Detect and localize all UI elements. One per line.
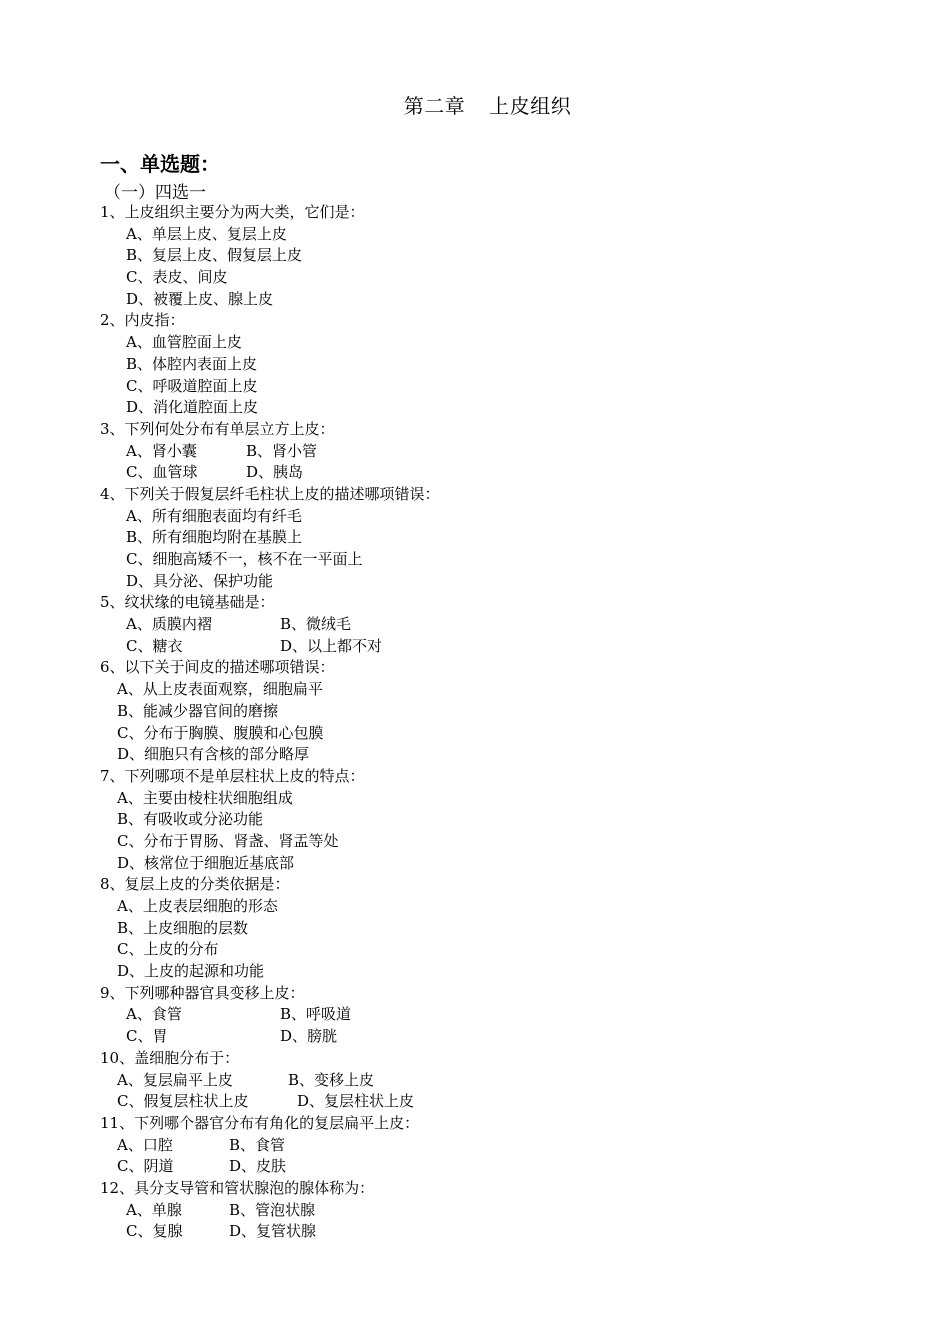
question-text: 11、下列哪个器官分布有角化的复层扁平上皮： bbox=[100, 1113, 420, 1132]
option-text: A、上皮表层细胞的形态 bbox=[117, 897, 278, 915]
option-text: A、主要由棱柱状细胞组成 bbox=[117, 788, 293, 807]
chapter-number: 第二章 bbox=[403, 94, 466, 118]
option-text: B、体腔内表面上皮 bbox=[126, 354, 258, 373]
option-text: C、阴道 bbox=[117, 1157, 174, 1176]
option-text: C、分布于胃肠、肾盏、肾盂等处 bbox=[117, 831, 339, 850]
option-row bbox=[100, 1156, 860, 1178]
option-text: D、膀胱 bbox=[280, 1027, 338, 1046]
option-row bbox=[100, 788, 860, 810]
option-row bbox=[100, 961, 860, 983]
subsection-heading: （一）四选一 bbox=[104, 183, 206, 203]
option-row bbox=[100, 939, 860, 961]
option-text: C、胃 bbox=[126, 1027, 168, 1046]
option-row bbox=[100, 679, 860, 701]
option-text: D、复管状腺 bbox=[229, 1222, 317, 1241]
option-text: A、单层上皮、复层上皮 bbox=[126, 224, 287, 243]
option-row bbox=[100, 462, 860, 484]
option-text: B、微绒毛 bbox=[280, 615, 352, 634]
option-row bbox=[100, 549, 860, 571]
option-row bbox=[100, 1135, 860, 1157]
option-text: B、肾小管 bbox=[246, 441, 318, 460]
option-text: A、质膜内褶 bbox=[126, 615, 212, 634]
option-text: D、皮肤 bbox=[229, 1157, 287, 1176]
option-text: A、所有细胞表面均有纤毛 bbox=[126, 506, 302, 525]
option-text: C、分布于胸膜、腹膜和心包膜 bbox=[117, 723, 324, 742]
question-text: 4、下列关于假复层纤毛柱状上皮的描述哪项错误： bbox=[100, 484, 440, 503]
question-list bbox=[100, 202, 860, 1243]
option-text: C、假复层柱状上皮 bbox=[117, 1092, 249, 1111]
option-text: B、食管 bbox=[229, 1135, 286, 1154]
option-text: D、以上都不对 bbox=[280, 636, 383, 655]
option-row bbox=[100, 376, 860, 398]
option-text: B、变移上皮 bbox=[288, 1070, 375, 1089]
option-text: B、能减少器官间的磨擦 bbox=[117, 701, 279, 720]
option-row bbox=[100, 289, 860, 311]
option-row bbox=[100, 506, 860, 528]
option-row bbox=[100, 267, 860, 289]
option-row bbox=[100, 354, 860, 376]
option-text: D、消化道腔面上皮 bbox=[126, 398, 259, 417]
option-row bbox=[100, 1070, 860, 1092]
option-text: D、细胞只有含核的部分略厚 bbox=[117, 745, 310, 764]
option-text: D、上皮的起源和功能 bbox=[117, 962, 265, 981]
question-text: 12、具分支导管和管状腺泡的腺体称为： bbox=[100, 1178, 375, 1197]
option-row bbox=[100, 744, 860, 766]
option-text: B、有吸收或分泌功能 bbox=[117, 810, 264, 829]
option-text: B、上皮细胞的层数 bbox=[117, 918, 249, 937]
question-text: 8、复层上皮的分类依据是： bbox=[100, 875, 290, 894]
option-text: B、所有细胞均附在基膜上 bbox=[126, 528, 303, 547]
option-row bbox=[100, 1004, 860, 1026]
question-text: 9、下列哪种器官具变移上皮： bbox=[100, 983, 305, 1002]
option-row bbox=[100, 441, 860, 463]
option-row bbox=[100, 1200, 860, 1222]
option-text: C、呼吸道腔面上皮 bbox=[126, 376, 258, 395]
question-text: 5、纹状缘的电镜基础是： bbox=[100, 593, 275, 612]
option-text: C、上皮的分布 bbox=[117, 940, 219, 959]
option-text: A、肾小囊 bbox=[126, 441, 197, 460]
option-row bbox=[100, 527, 860, 549]
option-text: C、细胞高矮不一，核不在一平面上 bbox=[126, 550, 363, 568]
option-row bbox=[100, 701, 860, 723]
option-text: D、复层柱状上皮 bbox=[297, 1092, 415, 1111]
option-text: A、口腔 bbox=[117, 1135, 173, 1154]
option-text: A、复层扁平上皮 bbox=[117, 1070, 233, 1089]
option-row bbox=[100, 1091, 860, 1113]
question-text: 6、以下关于间皮的描述哪项错误： bbox=[100, 658, 335, 677]
option-row bbox=[100, 1221, 860, 1243]
question-text: 2、内皮指： bbox=[100, 311, 185, 330]
option-row bbox=[100, 614, 860, 636]
option-text: C、表皮、间皮 bbox=[126, 268, 228, 287]
option-text: D、具分泌、保护功能 bbox=[126, 571, 274, 590]
option-text: D、胰岛 bbox=[246, 463, 304, 482]
question-text: 1、上皮组织主要分为两大类，它们是： bbox=[100, 203, 365, 221]
chapter-title bbox=[0, 90, 950, 119]
section-heading: 一、单选题： bbox=[100, 152, 220, 176]
option-row bbox=[100, 831, 860, 853]
option-text: B、复层上皮、假复层上皮 bbox=[126, 246, 303, 265]
option-text: B、呼吸道 bbox=[280, 1005, 352, 1024]
option-row bbox=[100, 723, 860, 745]
option-row bbox=[100, 1026, 860, 1048]
option-row bbox=[100, 245, 860, 267]
option-row bbox=[100, 224, 860, 246]
option-row bbox=[100, 397, 860, 419]
option-row bbox=[100, 809, 860, 831]
option-text: C、血管球 bbox=[126, 463, 198, 482]
option-text: A、从上皮表面观察，细胞扁平 bbox=[117, 680, 323, 699]
option-row bbox=[100, 853, 860, 875]
option-text: C、糖衣 bbox=[126, 636, 183, 655]
option-text: A、血管腔面上皮 bbox=[126, 333, 242, 352]
option-text: D、核常位于细胞近基底部 bbox=[117, 853, 295, 872]
option-row bbox=[100, 896, 860, 918]
option-text: C、复腺 bbox=[126, 1222, 183, 1241]
option-text: A、单腺 bbox=[126, 1200, 182, 1219]
question-text: 10、盖细胞分布于： bbox=[100, 1048, 240, 1067]
option-row bbox=[100, 636, 860, 658]
option-text: D、被覆上皮、腺上皮 bbox=[126, 289, 274, 308]
option-row bbox=[100, 918, 860, 940]
option-text: A、食管 bbox=[126, 1005, 182, 1024]
question-text: 3、下列何处分布有单层立方上皮： bbox=[100, 419, 335, 438]
option-row bbox=[100, 571, 860, 593]
question-text: 7、下列哪项不是单层柱状上皮的特点： bbox=[100, 766, 365, 785]
option-text: B、管泡状腺 bbox=[229, 1200, 316, 1219]
option-row bbox=[100, 332, 860, 354]
chapter-name: 上皮组织 bbox=[489, 94, 572, 118]
